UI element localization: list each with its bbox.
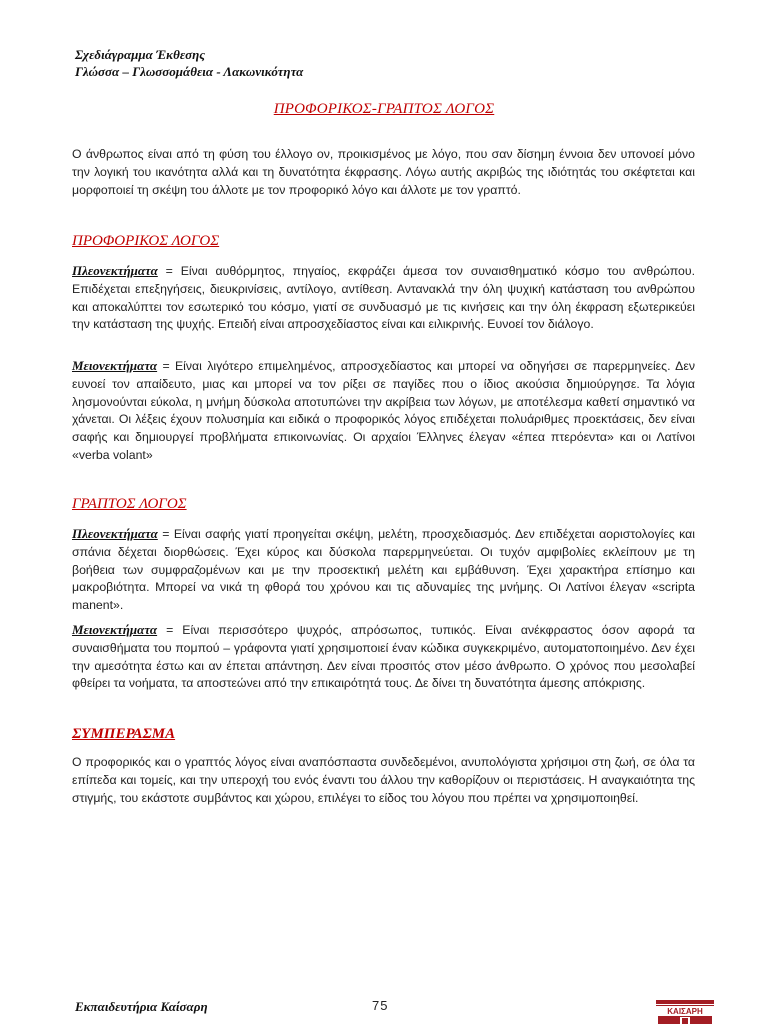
oral-disadvantages-label: Μειονεκτήματα [72,358,158,373]
written-disadvantages-text: = Είναι περισσότερο ψυχρός, απρόσωπος, τυπικός. Είναι ανέκφραστος όσον αφορά τα συναισθήματα του πομπού – γράφοντα γιατί χρησιμοποιεί έναν κώδικα συγκεκριμένο, αυτοματοποιημένο. Δεν έχει την αμεσότητα έστω και αν έπεται απάντηση. Δεν είναι προσιτός στον μέσο άνθρωπο. Ο χρόνος που μεσολαβεί φθείρει τα νοήματα, τα αποστεώνει από την επικαιρότητά τους. Δε δίνει τη δυνατότητα άμεσης απόκρισης. [72,623,695,691]
written-advantages-paragraph [72,525,695,615]
written-advantages-label: Πλεονεκτήματα [72,526,158,541]
written-disadvantages-label: Μειονεκτήματα [72,622,158,637]
oral-disadvantages-paragraph [72,357,695,465]
page-title: ΠΡΟΦΟΡΙΚΟΣ-ΓΡΑΠΤΟΣ ΛΟΓΟΣ [273,101,495,117]
section-title-conclusion: ΣΥΜΠΕΡΑΣΜΑ [72,726,176,742]
header-line-1: Σχεδιάγραμμα Έκθεσης [75,47,206,62]
document-header [75,46,303,80]
header-line-2: Γλώσσα – Γλωσσομάθεια - Λακωνικότητα [75,64,304,79]
written-disadvantages-paragraph [72,621,695,693]
oral-advantages-label: Πλεονεκτήματα [72,263,158,278]
oral-advantages-text: = Είναι αυθόρμητος, πηγαίος, εκφράζει άμεσα τον συναισθηματικό κόσμο του ανθρώπου. Επιδέχεται επεξηγήσεις, διευκρινίσεις, αντίλογο, αντίθεση. Αντανακλά την όλη ψυχική κατάσταση του ανθρώπου και αποκαλύπτει τον εσωτερικό του κόσμο, γιατί σε συνδυασμό με τις κινήσεις και την όλη έκφραση εξωτερικεύει την κατάσταση της ψυχής. Επειδή είναι απροσχεδίαστος είναι και ειλικρινής. Ευνοεί τον διάλογο. [72,264,695,332]
page-number: 75 [372,998,389,1013]
oral-advantages-paragraph [72,262,695,334]
written-advantages-text: = Είναι σαφής γιατί προηγείται σκέψη, μελέτη, προσχεδιασμός. Δεν επιδέχεται αοριστολογίες και σπάνια δέχεται διορθώσεις. Έχει κύρος και δύσκολα παρερμηνεύεται. Οι τυχόν αμφιβολίες εκλείπουν με τη βοήθεια των συμφραζομένων και με την προσεκτική μελέτη και εμβάθυνση. Έχει χαρακτήρα επίσημο και μακροβιότητα. Μπορεί να νικά τη φθορά του χρόνου και τις αδυναμίες της μνήμης. Οι Λατίνοι έλεγαν «scripta manent». [72,527,695,613]
logo-text: ΚΑΙΣΑΡΗ [667,1007,703,1016]
section-title-oral: ΠΡΟΦΟΡΙΚΟΣ ΛΟΓΟΣ [72,233,220,249]
school-logo [656,1000,714,1024]
oral-disadvantages-text: = Είναι λιγότερο επιμελημένος, απροσχεδίαστος και μπορεί να οδηγήσει σε παρερμηνείες. Δεν ευνοεί τον απαίδευτο, μιας και μπορεί να τον ρίξει σε παγίδες που ο ίδιος ακούσια δημιούργησε. Τα λόγια λησμονούνται εύκολα, η μνήμη δύσκολα αποτυπώνει την ακρίβεια των λόγων, με αποτέλεσμα καθετί σημαντικό να χάνεται. Οι λέξεις έχουν πολυσημία και ειδικά ο προφορικός λόγος επιδέχεται πολυάριθμες προεκτάσεις, δεν είναι σαφής και δημιουργεί προβλήματα επικοινωνίας. Οι αρχαίοι Έλληνες έλεγαν «έπεα πτερόεντα» και οι Λατίνοι «verba volant» [72,359,695,462]
intro-paragraph: Ο άνθρωπος είναι από τη φύση του έλλογο ον, προικισμένος με λόγο, που σαν δίσημη έννοια δεν υπονοεί μόνο την λογική του ικανότητα αλλά και τη δυνατότητα έκφρασης. Λόγω αυτής ακριβώς της ιδιότητάς του σκέφτεται και μορφοποιεί τη σκέψη του άλλοτε με τον προφορικό λόγο και άλλοτε με τον γραπτό. [72,147,695,197]
conclusion-paragraph: Ο προφορικός και ο γραπτός λόγος είναι αναπόσπαστα συνδεδεμένοι, ανυπολόγιστα χρήσιμοι στη ζωή, σε όλα τα επίπεδα και τομείς, και την υπεροχή του ενός έναντι του άλλου την καθορίζουν οι περιστάσεις. Η αναγκαιότητα της στιγμής, του εκάστοτε συμβάντος και χώρου, επιλέγει το είδος του λόγου που πρέπει να χρησιμοποιηθεί. [72,755,695,805]
section-title-written: ΓΡΑΠΤΟΣ ΛΟΓΟΣ [72,496,187,512]
footer-school-name: Εκπαιδευτήρια Καίσαρη [75,999,208,1014]
